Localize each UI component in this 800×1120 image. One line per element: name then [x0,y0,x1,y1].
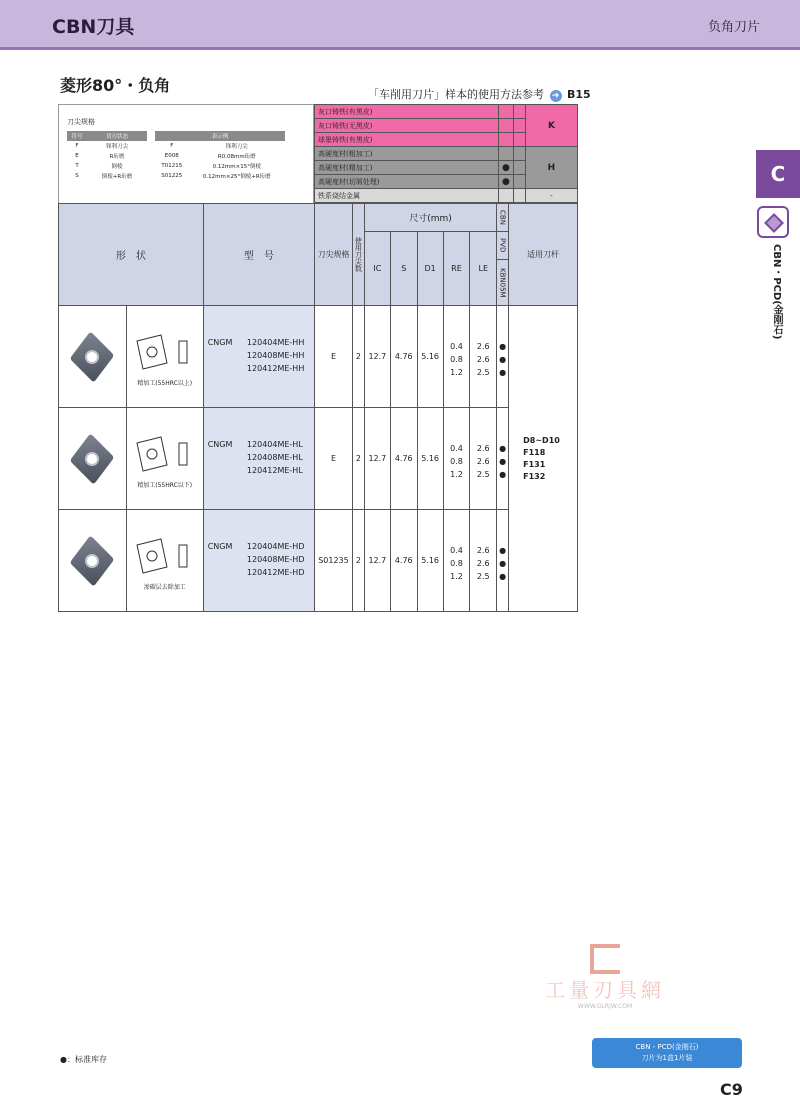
header-model: 型 号 [203,204,314,306]
edge-count-value: 2 [352,510,364,612]
material-row: 球墨铸铁(有黑皮) [315,133,578,147]
insert-photo [69,538,115,584]
section-title: 菱形80°・负角 [60,76,171,95]
header-s: S [390,232,417,306]
reference-page-link[interactable]: B15 [567,88,591,101]
stock-legend: ●：标准库存 [60,1055,107,1064]
model-number[interactable]: 120404ME-HL [246,440,303,449]
spec-row: T 倒棱 T01215 0.12mm×15°倒棱 [75,163,261,170]
holder-list: D8~D10 F118 F131 F132 [509,306,578,612]
model-number[interactable]: 120408ME-HD [246,555,305,564]
s-value: 4.76 [390,306,417,408]
edge-spec-legend [58,104,314,204]
insert-drawing [127,531,203,591]
reference-text: 「车削用刀片」样本的使用方法参考 [368,88,544,101]
model-number[interactable]: 120404ME-HH [246,338,305,347]
side-tab-c[interactable]: C [756,150,800,198]
model-number[interactable]: 120408ME-HL [246,453,303,462]
header-d1: D1 [417,232,443,306]
packaging-line1: CBN・PCD(金刚石) [635,1043,699,1051]
d1-value: 5.16 [417,408,443,510]
reference-note [368,86,591,102]
product-row [59,510,578,612]
insert-caption: 精加工(55HRC以上) [137,379,193,387]
header-grade: KBN05M [497,260,509,306]
spec-row: S 倒棱+R珩磨 S01225 0.12mm×25°倒棱+R珩磨 [75,173,271,180]
model-number[interactable]: 120408ME-HH [246,351,305,360]
edge-spec-table [67,131,285,181]
header-pvd: PVD [497,232,509,260]
model-series: CNGM [207,440,233,449]
header-holder: 适用刀杆 [509,204,578,306]
spec-row: E R珩磨 E008 R0.08mm珩磨 [75,153,256,160]
model-number[interactable]: 120412ME-HD [246,568,305,577]
edge-spec-caption: 刀尖规格 [67,118,95,126]
model-series: CNGM [207,542,233,551]
insert-drawing [127,429,203,489]
watermark [540,944,670,1008]
product-row [59,408,578,510]
stock-marks: ● ● ● [497,510,509,612]
header-shape: 形 状 [59,204,204,306]
d1-value: 5.16 [417,306,443,408]
re-values: 0.4 0.8 1.2 [443,510,470,612]
insert-photo [69,436,115,482]
model-number[interactable]: 120404ME-HD [246,542,305,551]
header-category: 负角刀片 [707,20,760,35]
header-le: LE [470,232,497,306]
header-dimensions: 尺寸(mm) [364,204,496,232]
material-row: 灰口铸铁(有黑皮) K [315,105,578,119]
le-values: 2.6 2.6 2.5 [470,408,497,510]
header-edge-count: 使用刀尖数 [352,204,364,306]
stock-marks: ● ● ● [497,408,509,510]
header-re: RE [443,232,470,306]
product-table [58,203,578,612]
d1-value: 5.16 [417,510,443,612]
spec-header-symbol: 符号 [67,131,87,141]
header-cbn: CBN [497,204,509,232]
page-number: C9 [720,1080,743,1099]
packaging-badge [592,1038,742,1068]
edge-spec-value: E [315,306,353,408]
product-row [59,306,578,408]
insert-caption: 渗碳层去除加工 [143,583,186,591]
spec-header-example: 表示例 [155,131,285,141]
spec-row: F 锋利刀尖 F 锋利刀尖 [75,143,248,150]
side-category-label: CBN・PCD(金刚石) [771,244,782,340]
arrow-right-icon: ➜ [550,90,562,102]
re-values: 0.4 0.8 1.2 [443,408,470,510]
material-row: 高硬度材(精加工) ● [315,161,578,175]
le-values: 2.6 2.6 2.5 [470,306,497,408]
watermark-logo-icon [590,944,620,974]
spec-header-state: 切刃状态 [87,131,147,141]
packaging-line2: 刀片为1盒1片装 [641,1054,693,1062]
material-group-k: K [525,105,577,147]
watermark-text: 工量刃具網 [545,978,665,1002]
s-value: 4.76 [390,510,417,612]
insert-drawing [127,327,203,387]
material-row: 高硬度材(粗加工) H [315,147,578,161]
watermark-url: WWW.GLRJW.COM [577,1003,633,1010]
material-group-other: - [525,189,577,203]
page-header [0,0,800,50]
ic-value: 12.7 [364,408,390,510]
edge-count-value: 2 [352,306,364,408]
model-number[interactable]: 120412ME-HH [246,364,305,373]
material-table [314,104,578,203]
header-ic: IC [364,232,390,306]
insert-caption: 精加工(55HRC以下) [137,481,193,489]
material-row: 铁系烧结金属 - [315,189,578,203]
header-edge-spec: 刀尖规格 [315,204,353,306]
le-values: 2.6 2.6 2.5 [470,510,497,612]
edge-spec-value: E [315,408,353,510]
stock-marks: ● ● ● [497,306,509,408]
model-number[interactable]: 120412ME-HL [246,466,303,475]
material-group-h: H [525,147,577,189]
material-row: 灰口铸铁(无黑皮) [315,119,578,133]
re-values: 0.4 0.8 1.2 [443,306,470,408]
edge-count-value: 2 [352,408,364,510]
diamond-insert-icon [757,206,789,238]
insert-photo [69,334,115,380]
edge-spec-value: S01235 [315,510,353,612]
header-title: CBN刀具 [52,16,135,38]
material-row: 高硬度材(切屑处理) ● [315,175,578,189]
s-value: 4.76 [390,408,417,510]
ic-value: 12.7 [364,306,390,408]
ic-value: 12.7 [364,510,390,612]
model-series: CNGM [207,338,233,347]
